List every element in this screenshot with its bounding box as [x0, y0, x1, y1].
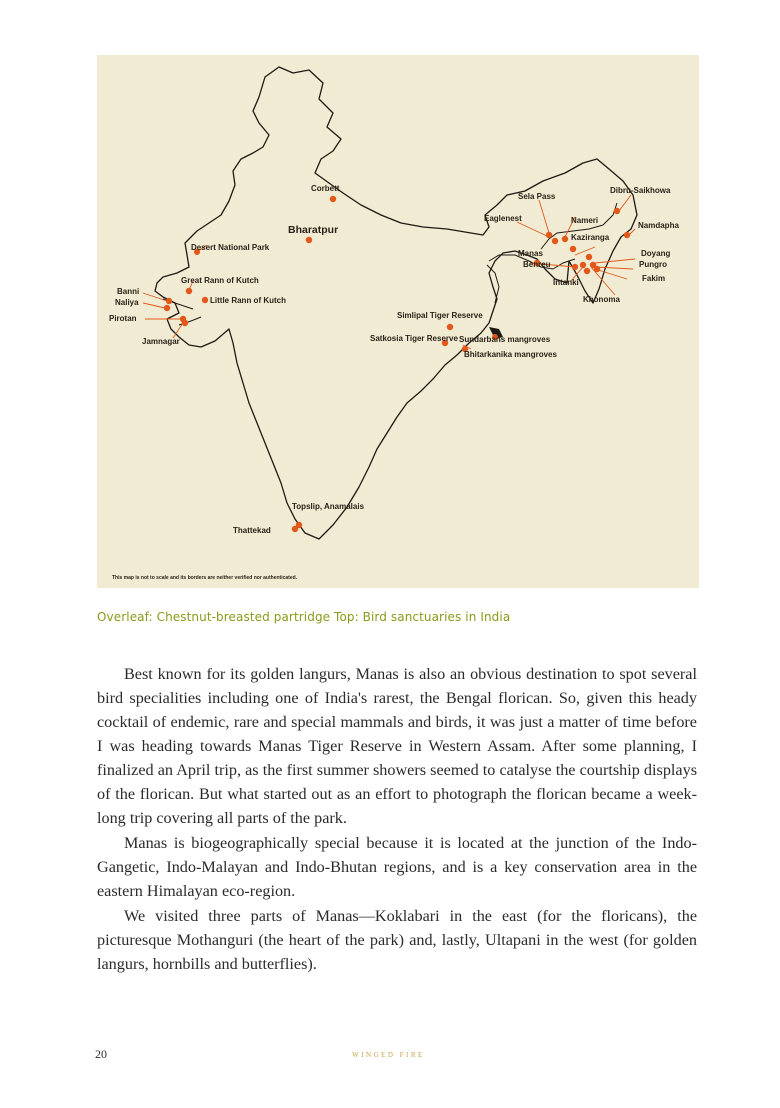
- label-dibru: Dibru-Saikhowa: [610, 186, 671, 195]
- label-naliya: Naliya: [115, 298, 139, 307]
- label-topslip: Topslip, Anamalais: [292, 502, 365, 511]
- label-pirotan: Pirotan: [109, 314, 137, 323]
- label-bharatpur: Bharatpur: [288, 224, 339, 236]
- label-thattekad: Thattekad: [233, 526, 271, 535]
- dot-khonoma: [584, 268, 590, 274]
- dot-intanki: [580, 262, 586, 268]
- article-body: [97, 662, 697, 977]
- label-desert-np: Desert National Park: [191, 243, 270, 252]
- dot-banni: [166, 298, 172, 304]
- label-simlipal: Simlipal Tiger Reserve: [397, 311, 483, 320]
- dot-kaziranga: [570, 246, 576, 252]
- dot-little-rann: [202, 297, 208, 303]
- label-eaglenest: Eaglenest: [484, 214, 522, 223]
- label-jamnagar: Jamnagar: [142, 337, 180, 346]
- dot-benreu: [572, 264, 578, 270]
- dot-namdapha: [624, 232, 630, 238]
- dot-fakim: [594, 266, 600, 272]
- dot-thattekad: [292, 526, 298, 532]
- label-pungro: Pungro: [639, 260, 667, 269]
- paragraph: Best known for its golden langurs, Manas is also an obvious destination to spot several bird specialities including one of India's rarest, the Bengal florican. So, given this heady cocktail of endemic, rare and special mammals and birds, it was just a matter of time before I was heading towards Manas Tiger Reserve in Western Assam. After some planning, I finalized an April trip, as the first summer showers seemed to catalyse the courtship displays of the florican. But what started out as an effort to photograph the florican became a week-long trip covering all parts of the park.: [97, 665, 697, 827]
- figure-caption: Overleaf: Chestnut-breasted partridge Top: Bird sanctuaries in India: [97, 610, 511, 624]
- label-little-rann: Little Rann of Kutch: [210, 296, 286, 305]
- label-namdapha: Namdapha: [638, 221, 679, 230]
- label-intanki: Intanki: [553, 278, 579, 287]
- label-banni: Banni: [117, 287, 140, 296]
- label-satkosia: Satkosia Tiger Reserve: [370, 334, 458, 343]
- label-nameri: Nameri: [571, 216, 599, 225]
- dot-doyang: [586, 254, 592, 260]
- dot-sela-pass: [546, 232, 552, 238]
- paragraph: Manas is biogeographically special because it is located at the junction of the Indo-Gangetic, Indo-Malayan and Indo-Bhutan regions, and is a key conservation area in the eastern Himalayan eco-region.: [97, 834, 697, 900]
- india-map: [97, 55, 699, 588]
- label-fakim: Fakim: [642, 274, 666, 283]
- label-manas: Manas: [518, 249, 543, 258]
- label-kaziranga: Kaziranga: [571, 233, 610, 242]
- dot-simlipal: [447, 324, 453, 330]
- label-sela-pass: Sela Pass: [518, 192, 556, 201]
- label-sundarbans: Sundarbans mangroves: [459, 335, 551, 344]
- running-title: WINGED FIRE: [352, 1051, 425, 1059]
- map-disclaimer: This map is not to scale and its borders are neither verified nor authenticated.: [112, 575, 298, 581]
- dot-jamnagar: [182, 320, 188, 326]
- dot-eaglenest: [552, 238, 558, 244]
- dot-bharatpur: [306, 237, 312, 243]
- paragraph: We visited three parts of Manas—Koklabari in the east (for the floricans), the picturesque Mothanguri (the heart of the park) and, lastly, Ultapani in the west (for golden langurs, hornbills and butterflies).: [97, 907, 697, 973]
- page-number: 20: [95, 1047, 107, 1061]
- label-khonoma: Khonoma: [583, 295, 620, 304]
- dot-nameri: [562, 236, 568, 242]
- dot-naliya: [164, 305, 170, 311]
- label-benreu: Benreu: [523, 260, 551, 269]
- label-great-rann: Great Rann of Kutch: [181, 276, 259, 285]
- label-doyang: Doyang: [641, 249, 671, 258]
- label-bhitarkanika: Bhitarkanika mangroves: [464, 350, 557, 359]
- label-corbett: Corbett: [311, 184, 340, 193]
- dot-corbett: [330, 196, 336, 202]
- dot-great-rann: [186, 288, 192, 294]
- dot-dibru: [614, 208, 620, 214]
